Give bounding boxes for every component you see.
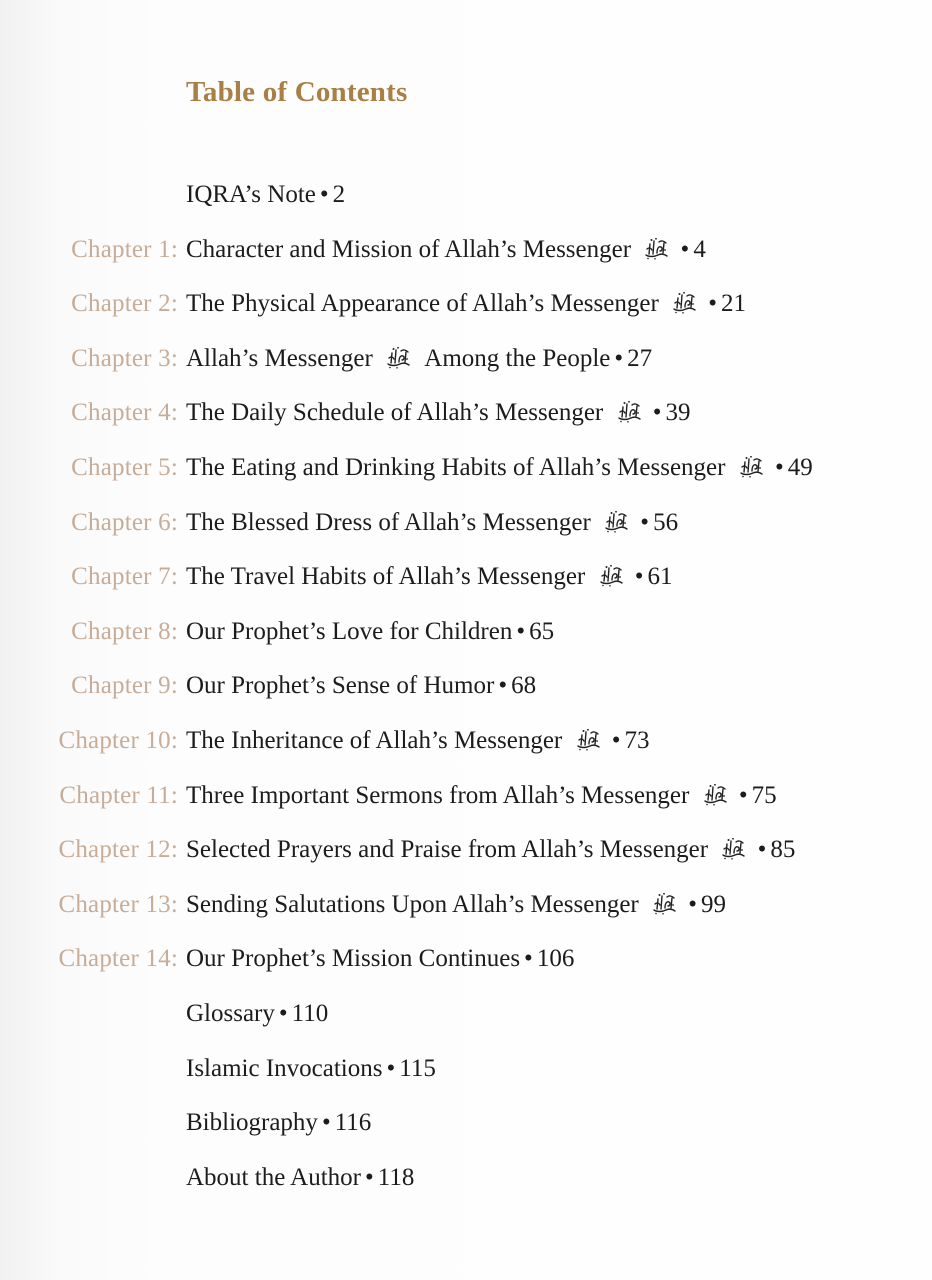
chapter-label: Chapter 1: xyxy=(71,235,178,263)
toc-row xyxy=(0,769,932,824)
pbuh-calligraphy-icon xyxy=(702,782,729,806)
page-number: 61 xyxy=(647,563,673,591)
entry-title: Glossary xyxy=(186,999,275,1027)
toc-row xyxy=(0,441,932,496)
chapter-label: Chapter 2: xyxy=(71,290,178,318)
pbuh-calligraphy-icon xyxy=(575,727,602,751)
toc-entry xyxy=(186,386,691,441)
pbuh-calligraphy-icon xyxy=(385,345,412,369)
toc-entry xyxy=(186,714,650,769)
toc-entry xyxy=(186,496,678,551)
entry-title: Allah’s Messenger xyxy=(186,344,373,372)
page-number: 27 xyxy=(627,344,653,372)
toc-entry xyxy=(186,659,536,714)
toc-entry xyxy=(186,277,746,332)
toc-row xyxy=(0,878,932,933)
toc-row xyxy=(0,1042,932,1097)
toc-entry xyxy=(186,168,345,223)
toc-entry xyxy=(186,332,652,387)
page-number: 73 xyxy=(624,726,650,754)
toc-row xyxy=(0,1151,932,1206)
page-number: 115 xyxy=(399,1054,436,1082)
bullet-separator: • xyxy=(278,999,288,1027)
chapter-label: Chapter 6: xyxy=(71,508,178,536)
bullet-separator: • xyxy=(738,781,748,809)
bullet-separator: • xyxy=(498,672,508,700)
table-of-contents xyxy=(0,168,932,1205)
page-number: 56 xyxy=(653,508,679,536)
toc-row xyxy=(0,987,932,1042)
toc-row xyxy=(0,1096,932,1151)
toc-entry xyxy=(186,1151,414,1206)
chapter-label: Chapter 3: xyxy=(71,344,178,372)
page-number: 99 xyxy=(701,890,727,918)
pbuh-calligraphy-icon xyxy=(616,399,643,423)
entry-title: Our Prophet’s Sense of Humor xyxy=(186,672,495,700)
page-number: 39 xyxy=(665,399,691,427)
toc-row xyxy=(0,277,932,332)
bullet-separator: • xyxy=(680,235,690,263)
entry-title: The Physical Appearance of Allah’s Messenger xyxy=(186,290,659,318)
chapter-label: Chapter 12: xyxy=(58,836,178,864)
bullet-separator: • xyxy=(634,563,644,591)
entry-title-continued: Among the People xyxy=(424,344,611,372)
entry-title: Sending Salutations Upon Allah’s Messenger xyxy=(186,890,639,918)
bullet-separator: • xyxy=(516,617,526,645)
toc-entry xyxy=(186,605,554,660)
entry-title: The Blessed Dress of Allah’s Messenger xyxy=(186,508,591,536)
bullet-separator: • xyxy=(652,399,662,427)
entry-title: About the Author xyxy=(186,1163,361,1191)
toc-entry xyxy=(186,878,726,933)
page-number: 106 xyxy=(536,945,575,973)
bullet-separator: • xyxy=(614,344,624,372)
bullet-separator: • xyxy=(321,1109,331,1137)
toc-entry xyxy=(186,932,574,987)
toc-entry xyxy=(186,1042,436,1097)
pbuh-calligraphy-icon xyxy=(598,563,625,587)
entry-title: Selected Prayers and Praise from Allah’s Messenger xyxy=(186,836,709,864)
toc-entry xyxy=(186,441,813,496)
chapter-label: Chapter 10: xyxy=(58,726,178,754)
toc-row xyxy=(0,932,932,987)
toc-row xyxy=(0,659,932,714)
toc-row xyxy=(0,714,932,769)
entry-title: Islamic Invocations xyxy=(186,1054,383,1082)
chapter-label: Chapter 7: xyxy=(71,563,178,591)
pbuh-calligraphy-icon xyxy=(720,836,747,860)
toc-row xyxy=(0,605,932,660)
page-number: 68 xyxy=(511,672,537,700)
bullet-separator: • xyxy=(524,945,533,973)
page-title: Table of Contents xyxy=(186,76,408,108)
pbuh-calligraphy-icon xyxy=(671,290,698,314)
page-number: 21 xyxy=(721,290,747,318)
chapter-label: Chapter 13: xyxy=(58,890,178,918)
chapter-label: Chapter 9: xyxy=(71,672,178,700)
page-number: 110 xyxy=(291,999,329,1027)
toc-row xyxy=(0,386,932,441)
bullet-separator: • xyxy=(365,1163,374,1191)
toc-entry xyxy=(186,1096,371,1151)
page-number: 116 xyxy=(334,1109,372,1137)
bullet-separator: • xyxy=(640,508,650,536)
toc-row xyxy=(0,550,932,605)
chapter-label: Chapter 8: xyxy=(71,617,178,645)
entry-title: Our Prophet’s Love for Children xyxy=(186,617,513,645)
entry-title: Our Prophet’s Mission Continues xyxy=(186,945,521,973)
entry-title: Character and Mission of Allah’s Messenger xyxy=(186,235,632,263)
toc-row xyxy=(0,332,932,387)
page-number: 2 xyxy=(332,181,346,208)
toc-entry xyxy=(186,223,706,278)
page-number: 49 xyxy=(787,453,813,481)
pbuh-calligraphy-icon xyxy=(651,891,678,915)
toc-row xyxy=(0,823,932,878)
entry-title: Three Important Sermons from Allah’s Messenger xyxy=(186,781,690,809)
toc-entry xyxy=(186,987,328,1042)
page-number: 85 xyxy=(770,836,796,864)
entry-title: Bibliography xyxy=(186,1109,318,1137)
toc-row xyxy=(0,168,932,223)
bullet-separator: • xyxy=(611,726,621,754)
bullet-separator: • xyxy=(774,453,784,481)
page-number: 118 xyxy=(377,1163,415,1191)
toc-entry xyxy=(186,769,777,824)
pbuh-calligraphy-icon xyxy=(603,509,630,533)
bullet-separator: • xyxy=(708,290,718,318)
chapter-label: Chapter 5: xyxy=(71,453,178,481)
page-number: 4 xyxy=(693,235,706,263)
page-number: 75 xyxy=(751,781,777,809)
entry-title: The Eating and Drinking Habits of Allah’s Messenger xyxy=(186,453,726,481)
chapter-label: Chapter 4: xyxy=(71,399,178,427)
toc-row xyxy=(0,496,932,551)
bullet-separator: • xyxy=(319,181,329,208)
toc-entry xyxy=(186,550,673,605)
pbuh-calligraphy-icon xyxy=(738,454,765,478)
entry-title: IQRA’s Note xyxy=(186,181,316,208)
entry-title: The Travel Habits of Allah’s Messenger xyxy=(186,563,586,591)
bullet-separator: • xyxy=(757,836,767,864)
entry-title: The Daily Schedule of Allah’s Messenger xyxy=(186,399,604,427)
page-number: 65 xyxy=(529,617,555,645)
toc-row xyxy=(0,223,932,278)
chapter-label: Chapter 14: xyxy=(58,945,178,973)
pbuh-calligraphy-icon xyxy=(643,236,670,260)
entry-title: The Inheritance of Allah’s Messenger xyxy=(186,726,563,754)
toc-entry xyxy=(186,823,795,878)
chapter-label: Chapter 11: xyxy=(59,781,178,809)
bullet-separator: • xyxy=(688,890,698,918)
bullet-separator: • xyxy=(386,1054,396,1082)
